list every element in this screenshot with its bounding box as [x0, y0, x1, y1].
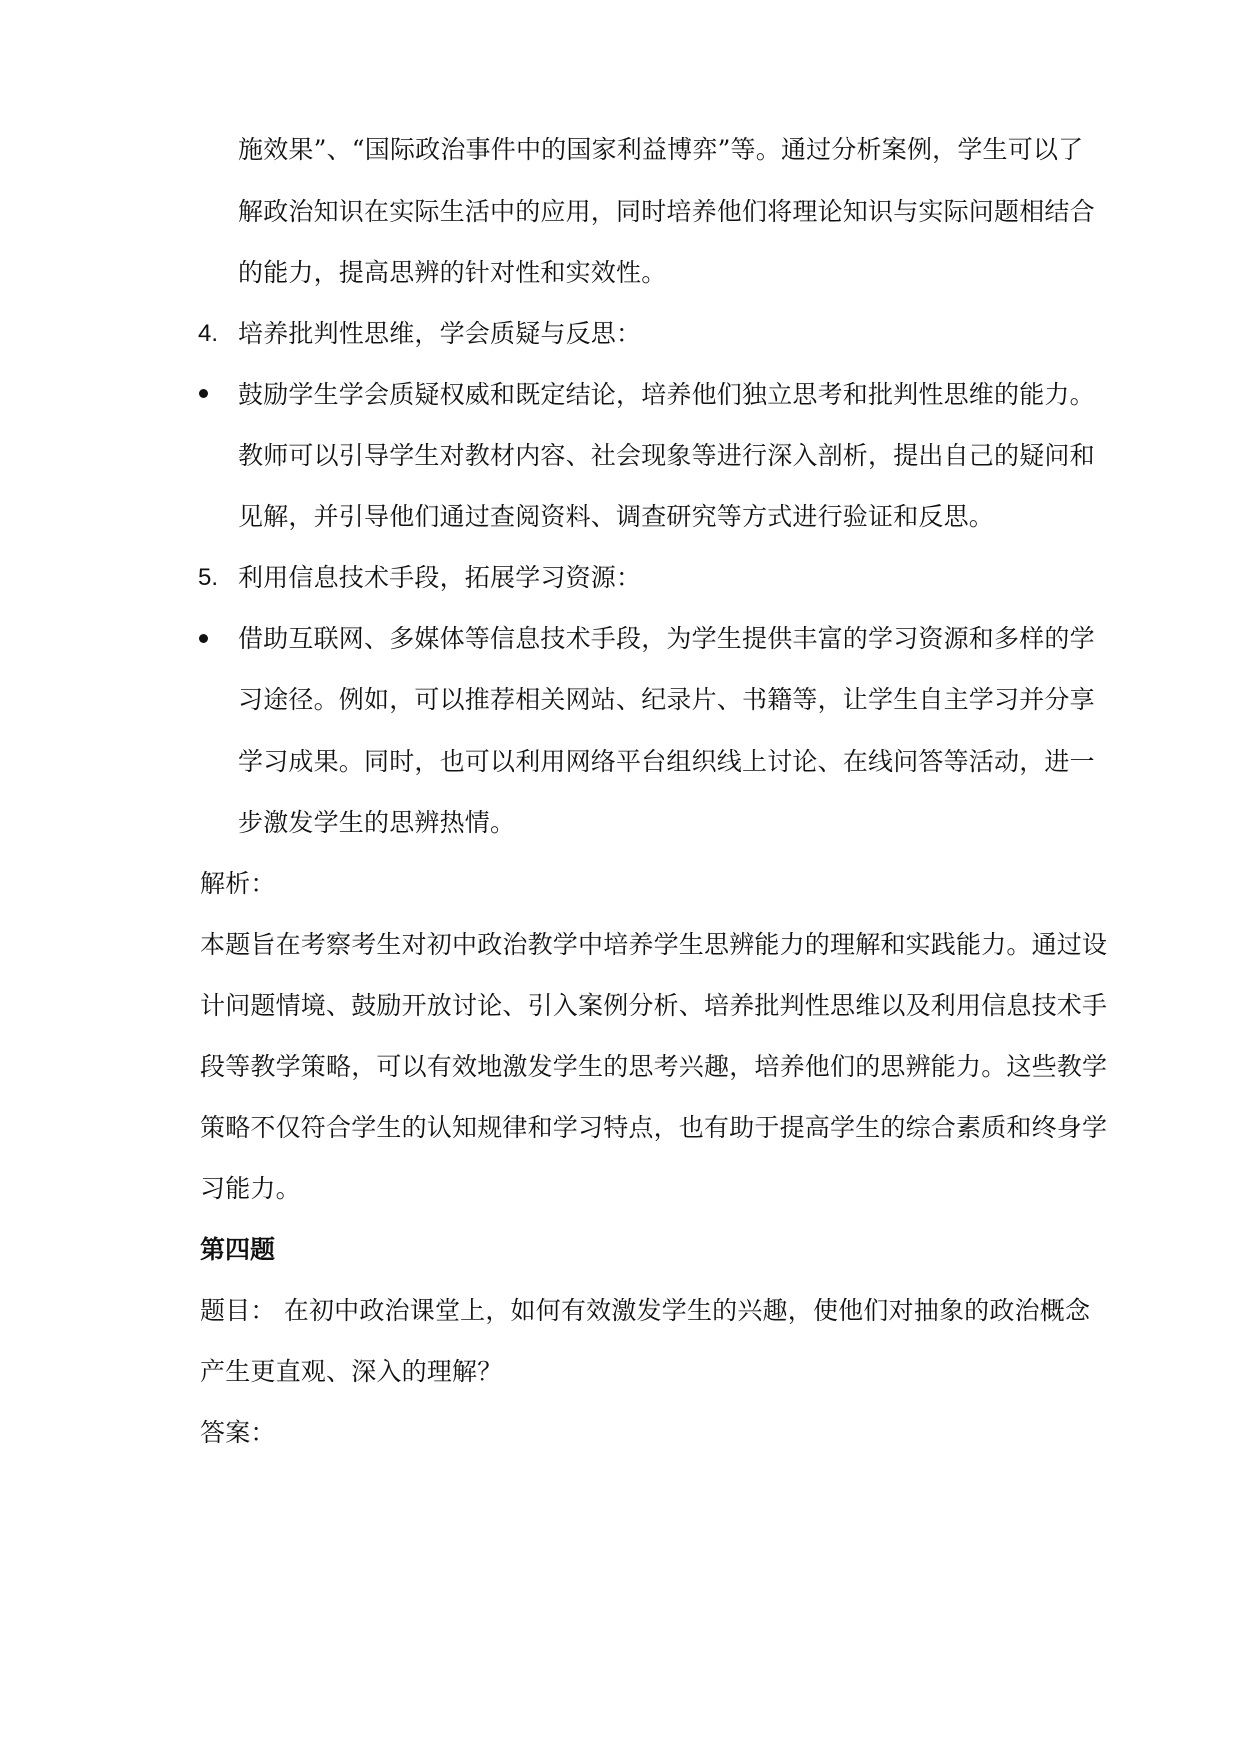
analysis-line: 计问题情境、鼓励开放讨论、引入案例分析、培养批判性思维以及利用信息技术手 — [200, 991, 1108, 1020]
list-item-title: 利用信息技术手段，拓展学习资源： — [238, 563, 642, 592]
bullet-line: 学习成果。同时，也可以利用网络平台组织线上讨论、在线问答等活动，进一 — [238, 747, 1095, 776]
question-line: 产生更直观、深入的理解？ — [200, 1357, 503, 1386]
section-heading: 第四题 — [200, 1235, 276, 1264]
bullet-icon — [199, 389, 208, 398]
list-item-title: 培养批判性思维，学会质疑与反思： — [238, 319, 642, 348]
analysis-label: 解析： — [200, 869, 276, 898]
bullet-icon — [199, 634, 208, 643]
bullet-line: 鼓励学生学会质疑权威和既定结论，培养他们独立思考和批判性思维的能力。 — [238, 380, 1095, 409]
paragraph-line: 施效果”、“国际政治事件中的国家利益博弈”等。通过分析案例，学生可以了 — [238, 135, 1084, 164]
list-number: 4. — [198, 320, 219, 347]
answer-label: 答案： — [200, 1418, 276, 1447]
list-number: 5. — [198, 564, 219, 591]
bullet-line: 见解，并引导他们通过查阅资料、调查研究等方式进行验证和反思。 — [238, 502, 995, 531]
analysis-line: 习能力。 — [200, 1174, 301, 1203]
analysis-line: 本题旨在考察考生对初中政治教学中培养学生思辨能力的理解和实践能力。通过设 — [200, 930, 1108, 959]
bullet-line: 借助互联网、多媒体等信息技术手段，为学生提供丰富的学习资源和多样的学 — [238, 624, 1095, 653]
bullet-line: 习途径。例如，可以推荐相关网站、纪录片、书籍等，让学生自主学习并分享 — [238, 685, 1095, 714]
bullet-line: 教师可以引导学生对教材内容、社会现象等进行深入剖析，提出自己的疑问和 — [238, 441, 1095, 470]
analysis-line: 段等教学策略，可以有效地激发学生的思考兴趣，培养他们的思辨能力。这些教学 — [200, 1052, 1108, 1081]
question-line: 题目： 在初中政治课堂上，如何有效激发学生的兴趣，使他们对抽象的政治概念 — [200, 1296, 1091, 1325]
analysis-line: 策略不仅符合学生的认知规律和学习特点，也有助于提高学生的综合素质和终身学 — [200, 1113, 1108, 1142]
paragraph-line: 的能力，提高思辨的针对性和实效性。 — [238, 258, 667, 287]
bullet-line: 步激发学生的思辨热情。 — [238, 808, 516, 837]
paragraph-line: 解政治知识在实际生活中的应用，同时培养他们将理论知识与实际问题相结合 — [238, 197, 1095, 226]
